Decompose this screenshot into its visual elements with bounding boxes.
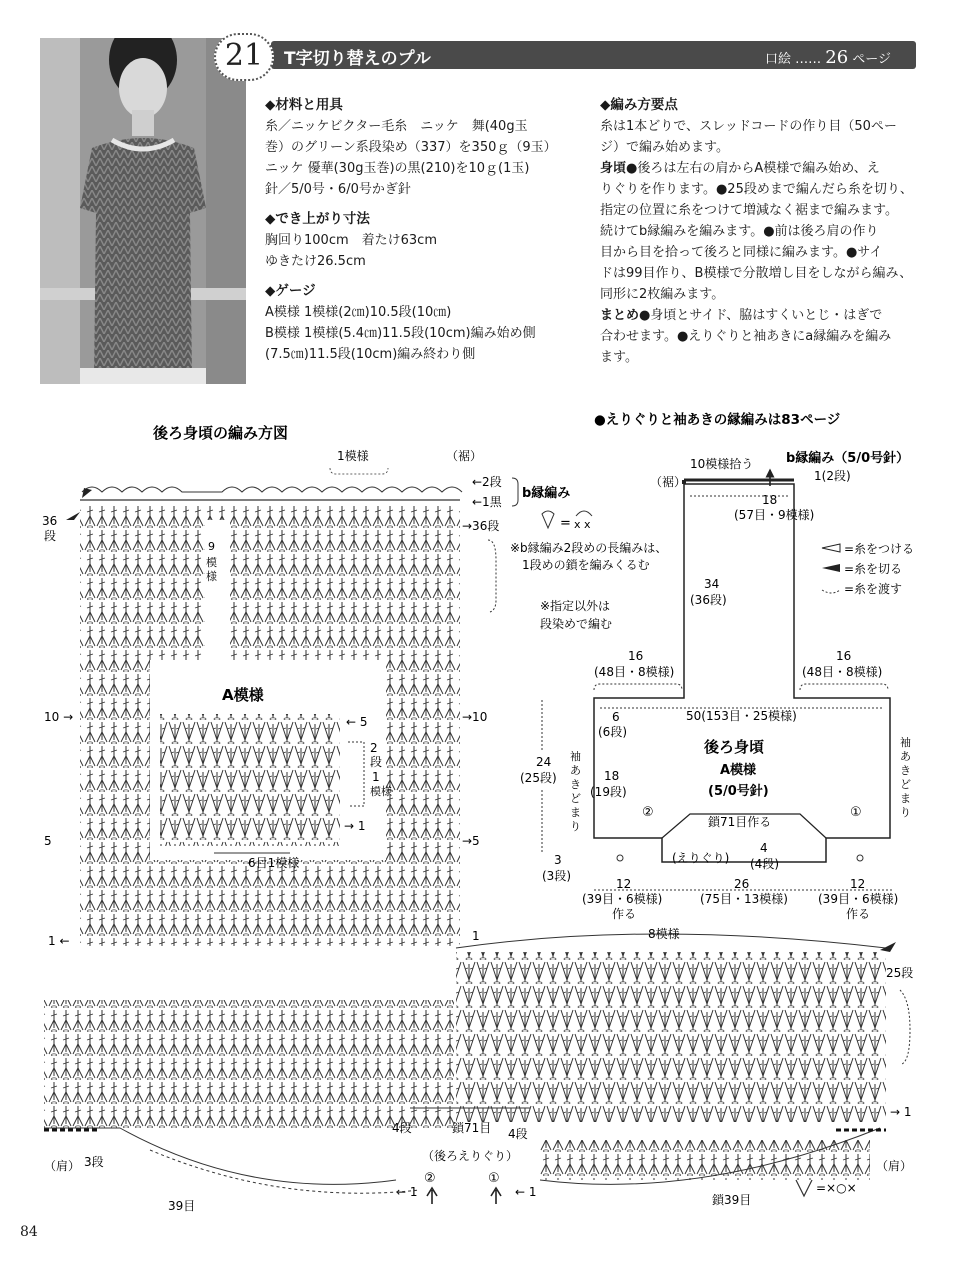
six-label: 6目1模様: [248, 856, 300, 870]
edging-row1: ←1黒: [472, 495, 502, 509]
bw12-left-detail: (39目・6模様): [582, 892, 663, 906]
size-heading: ◆でき上がり寸法: [265, 211, 370, 227]
edging-rows: 1(2段): [814, 469, 851, 483]
chart-title: 後ろ身頃の編み方図: [153, 424, 289, 442]
row1-left: 1 ←: [48, 934, 70, 948]
instructions-line: ドは99目作り、B模様で分散増し目をしながら編み、: [600, 266, 913, 281]
d3: 3: [554, 853, 562, 867]
instructions-heading: ◆編み方要点: [600, 97, 678, 113]
sleeve-opening-left: り: [570, 820, 581, 833]
other-note-1: ※指定以外は: [540, 599, 611, 613]
chain71-make: 鎖71目作る: [708, 815, 772, 829]
make-left: 作る: [612, 907, 637, 921]
mark1: ①: [488, 1171, 500, 1186]
sleeve-opening-right: ど: [900, 778, 911, 791]
pickup-label: 10模様拾う: [690, 457, 754, 471]
size-line: ゆきたけ26.5cm: [265, 254, 366, 269]
materials-line: 糸／ニッケビクター毛糸 ニッケ 舞(40g玉: [265, 119, 528, 134]
d4: 4: [760, 841, 768, 855]
chain71: 鎖71目: [452, 1121, 492, 1135]
shoulder-right: （肩）: [876, 1159, 913, 1173]
row5-right: →5: [462, 834, 480, 848]
row-left-1: ← 1: [396, 1185, 418, 1199]
materials-heading: ◆材料と用具: [265, 97, 343, 113]
sleeve-opening-right: ま: [900, 792, 911, 805]
gauge-line: (7.5㎝)11.5段(10cm)編み終わり側: [265, 347, 476, 362]
instructions-line: 糸は1本どりで、スレッドコードの作り目（50ペー: [600, 119, 897, 134]
rows25: 25段: [886, 966, 914, 980]
bw12-right: 12: [850, 877, 866, 891]
gauge-line: B模様 1模様(5.4㎝)11.5段(10cm)編み始め側: [265, 326, 536, 341]
side16-left-detail: (48目・8模様): [594, 665, 675, 679]
h34-detail: (36段): [690, 593, 727, 607]
instructions-line: りぐりを作ります。●25段めまで編んだら糸を切り、: [600, 182, 913, 197]
materials-line: 巻）のグリーン系段染め（337）を350ｇ（9玉）: [265, 140, 557, 155]
back-neck: （後ろえりぐり）: [422, 1149, 519, 1163]
w50: 50(153目・25模様): [686, 709, 797, 723]
h18-detail: (19段): [590, 785, 627, 799]
instructions-line: ジ）で編み始めます。: [600, 140, 729, 155]
mark2: ②: [424, 1171, 436, 1186]
row1-right: 1: [472, 929, 480, 943]
instructions-line: 同形に2枚編みます。: [600, 287, 725, 302]
h34: 34: [704, 577, 720, 591]
legend-cut: =糸を切る: [844, 562, 903, 576]
side16-right-detail: (48目・8模様): [802, 665, 883, 679]
w18-detail: (57目・9模様): [734, 508, 815, 522]
four-right: 4段: [508, 1127, 528, 1141]
nine-label: 9: [208, 540, 215, 553]
side16-right: 16: [836, 649, 852, 663]
bw12-left: 12: [616, 877, 632, 891]
four-left: 4段: [392, 1121, 412, 1135]
instructions-line: 指定の位置に糸をつけて増減なく裾まで編みます。: [600, 203, 898, 218]
h24: 24: [536, 755, 552, 769]
neckline-label: (えりぐり): [672, 851, 730, 865]
sleeve-opening-left: 袖: [570, 750, 581, 763]
edging-note-1: ※b縁編み2段めの長編みは、: [510, 541, 668, 555]
h24-detail: (25段): [520, 771, 557, 785]
gauge-line: A模様 1模様(2㎝)10.5段(10㎝): [265, 305, 452, 320]
repeat-label: 1模様: [337, 449, 369, 463]
gauge-heading: ◆ゲージ: [265, 283, 316, 299]
edging-row: [80, 487, 462, 500]
sleeve-opening-left: ど: [570, 792, 581, 805]
sleeve-opening-left: き: [570, 778, 581, 791]
h18: 18: [604, 769, 620, 783]
sleeve-opening-left: ま: [570, 806, 581, 819]
d3-detail: (3段): [542, 869, 571, 883]
shoulder-left: （肩）: [44, 1159, 81, 1173]
d4-detail: (4段): [750, 857, 779, 871]
schematic-hem: （裾）: [650, 475, 687, 489]
eight-label: 8模様: [648, 927, 680, 941]
size-line: 胸回り100cm 着たけ63cm: [265, 233, 437, 248]
legend-eq: =: [560, 516, 571, 531]
edging-row2: ←2段: [472, 475, 502, 489]
edging-note-2: 1段めの鎖を編みくるむ: [522, 558, 650, 572]
instructions-line: 目から目を拾って後ろと同様に編みます。●サイ: [600, 245, 883, 260]
legend-crosses: x x: [574, 518, 591, 531]
rows36-left: 36: [42, 514, 58, 528]
schem-mark2: ②: [642, 805, 654, 820]
pattern-title: T字切り替えのプル: [284, 49, 431, 69]
inner-1: 1: [372, 770, 380, 784]
body-hook: (5/0号針): [708, 784, 769, 799]
legend-pass: =糸を渡す: [844, 582, 903, 596]
inner-2-unit: 段: [370, 755, 383, 769]
bottom-legend: =×○×: [816, 1181, 857, 1195]
row10-right: →10: [462, 710, 488, 724]
instructions-line: まとめ●身頃とサイド、脇はすくいとじ・はぎで: [600, 308, 883, 323]
color-page-reference: 口絵 …… 26 ページ: [765, 47, 892, 68]
row-left-1b: ← 1: [515, 1185, 537, 1199]
inner-row1: → 1: [344, 819, 366, 833]
rows36-right: →36段: [462, 519, 500, 533]
inner-2: 2: [370, 741, 378, 755]
materials-line: 針／5/0号・6/0号かぎ針: [265, 182, 411, 197]
instructions-line: 身頃●後ろは左右の肩からA模様で編み始め、え: [600, 161, 880, 176]
instructions-line: ます。: [600, 350, 638, 365]
three-rows: 3段: [84, 1155, 104, 1169]
d6: 6: [612, 710, 620, 724]
bw26: 26: [734, 877, 750, 891]
inner-row5: ← 5: [346, 715, 368, 729]
rows36-left-unit: 段: [44, 529, 57, 543]
nine-unit-1: 模: [206, 556, 217, 569]
hem-label: （裾）: [446, 449, 483, 463]
sleeve-opening-right: 袖: [900, 736, 911, 749]
chain39: 鎖39目: [712, 1193, 752, 1207]
edging-hook: b縁編み（5/0号針）: [786, 451, 910, 466]
page-number: 84: [20, 1224, 38, 1240]
finish-label: まとめ: [600, 308, 640, 323]
inner-1-unit: 模様: [370, 785, 392, 798]
sleeve-opening-right: り: [900, 806, 911, 819]
bw26-detail: (75目・13模様): [700, 892, 788, 906]
other-note-2: 段染めで編む: [540, 617, 613, 631]
edging-label: b縁編み: [522, 486, 571, 501]
legend-attach: =糸をつける: [844, 542, 915, 556]
schem-mark1: ①: [850, 805, 862, 820]
pattern-number: 21: [214, 33, 274, 81]
make-right: 作る: [846, 907, 871, 921]
d6-detail: (6段): [598, 725, 627, 739]
sleeve-opening-right: き: [900, 764, 911, 777]
sleeve-opening-right: あ: [900, 750, 911, 763]
body-pattern: A模様: [720, 763, 757, 778]
nine-unit-2: 様: [206, 570, 217, 583]
row10-left: 10 →: [44, 710, 74, 724]
bw12-right-detail: (39目・6模様): [818, 892, 899, 906]
row5-left: 5: [44, 834, 52, 848]
sleeve-opening-left: あ: [570, 764, 581, 777]
body-label: 身頃: [600, 161, 627, 176]
a-pattern-label: A模様: [222, 686, 264, 704]
w18: 18: [762, 493, 778, 507]
thirty-nine: 39目: [168, 1199, 196, 1213]
body-title: 後ろ身頃: [704, 738, 765, 756]
instructions-line: 合わせます。●えりぐりと袖あきにa縁編みを編み: [600, 329, 892, 344]
schematic-heading: ●えりぐりと袖あきの縁編みは83ページ: [594, 412, 841, 428]
materials-line: ニッケ 優華(30g玉巻)の黒(210)を10ｇ(1玉): [265, 161, 530, 176]
instructions-line: 続けてb縁編みを編みます。●前は後ろ肩の作り: [600, 224, 879, 239]
row-right-1: → 1: [890, 1105, 912, 1119]
side16-left: 16: [628, 649, 644, 663]
